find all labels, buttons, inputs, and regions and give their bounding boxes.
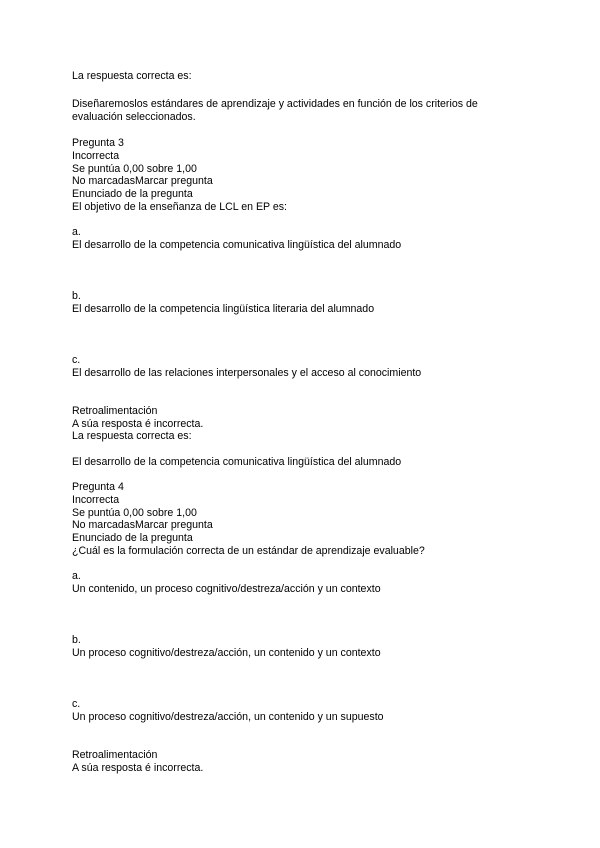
- question-3-option-c-letter: c.: [72, 354, 81, 366]
- question-4-flag[interactable]: No marcadasMarcar pregunta: [72, 519, 213, 531]
- question-3-feedback-text: A súa resposta é incorrecta.: [72, 418, 204, 430]
- question-3-correct-label: La respuesta correcta es:: [72, 430, 192, 442]
- question-3-score: Se puntúa 0,00 sobre 1,00: [72, 163, 197, 175]
- question-3-title: Pregunta 3: [72, 137, 124, 149]
- question-4-option-b[interactable]: Un proceso cognitivo/destreza/acción, un contenido y un contexto: [72, 647, 381, 659]
- question-4-status: Incorrecta: [72, 494, 120, 506]
- question-3-option-a[interactable]: El desarrollo de la competencia comunicativa lingüística del alumnado: [72, 239, 402, 251]
- question-3-status: Incorrecta: [72, 150, 120, 162]
- question-4-option-b-letter: b.: [72, 634, 81, 646]
- question-3-option-b-letter: b.: [72, 290, 81, 302]
- question-3-text: El objetivo de la enseñanza de LCL en EP es:: [72, 201, 287, 213]
- question-4-option-c[interactable]: Un proceso cognitivo/destreza/acción, un contenido y un supuesto: [72, 711, 384, 723]
- question-4-text: ¿Cuál es la formulación correcta de un estándar de aprendizaje evaluable?: [72, 545, 425, 557]
- correct-answer-text-line2: evaluación seleccionados.: [72, 111, 196, 123]
- question-4-option-c-letter: c.: [72, 698, 81, 710]
- question-4-option-a[interactable]: Un contenido, un proceso cognitivo/destreza/acción y un contexto: [72, 583, 381, 595]
- correct-answer-text-line1: Diseñaremoslos estándares de aprendizaje y actividades en función de los criterios de: [72, 98, 478, 110]
- question-3-option-c[interactable]: El desarrollo de las relaciones interpersonales y el acceso al conocimiento: [72, 367, 422, 379]
- question-3-flag[interactable]: No marcadasMarcar pregunta: [72, 175, 213, 187]
- question-4-score: Se puntúa 0,00 sobre 1,00: [72, 507, 197, 519]
- question-4-feedback-label: Retroalimentación: [72, 749, 158, 761]
- question-3-correct-answer: El desarrollo de la competencia comunicativa lingüística del alumnado: [72, 456, 402, 468]
- correct-answer-label: La respuesta correcta es:: [72, 70, 192, 82]
- question-4-feedback-text: A súa resposta é incorrecta.: [72, 762, 204, 774]
- question-4-statement-label: Enunciado de la pregunta: [72, 532, 193, 544]
- question-4-title: Pregunta 4: [72, 481, 124, 493]
- question-3-statement-label: Enunciado de la pregunta: [72, 188, 193, 200]
- question-4-option-a-letter: a.: [72, 570, 81, 582]
- question-3-option-b[interactable]: El desarrollo de la competencia lingüística literaria del alumnado: [72, 303, 375, 315]
- question-3-option-a-letter: a.: [72, 226, 81, 238]
- question-3-feedback-label: Retroalimentación: [72, 405, 158, 417]
